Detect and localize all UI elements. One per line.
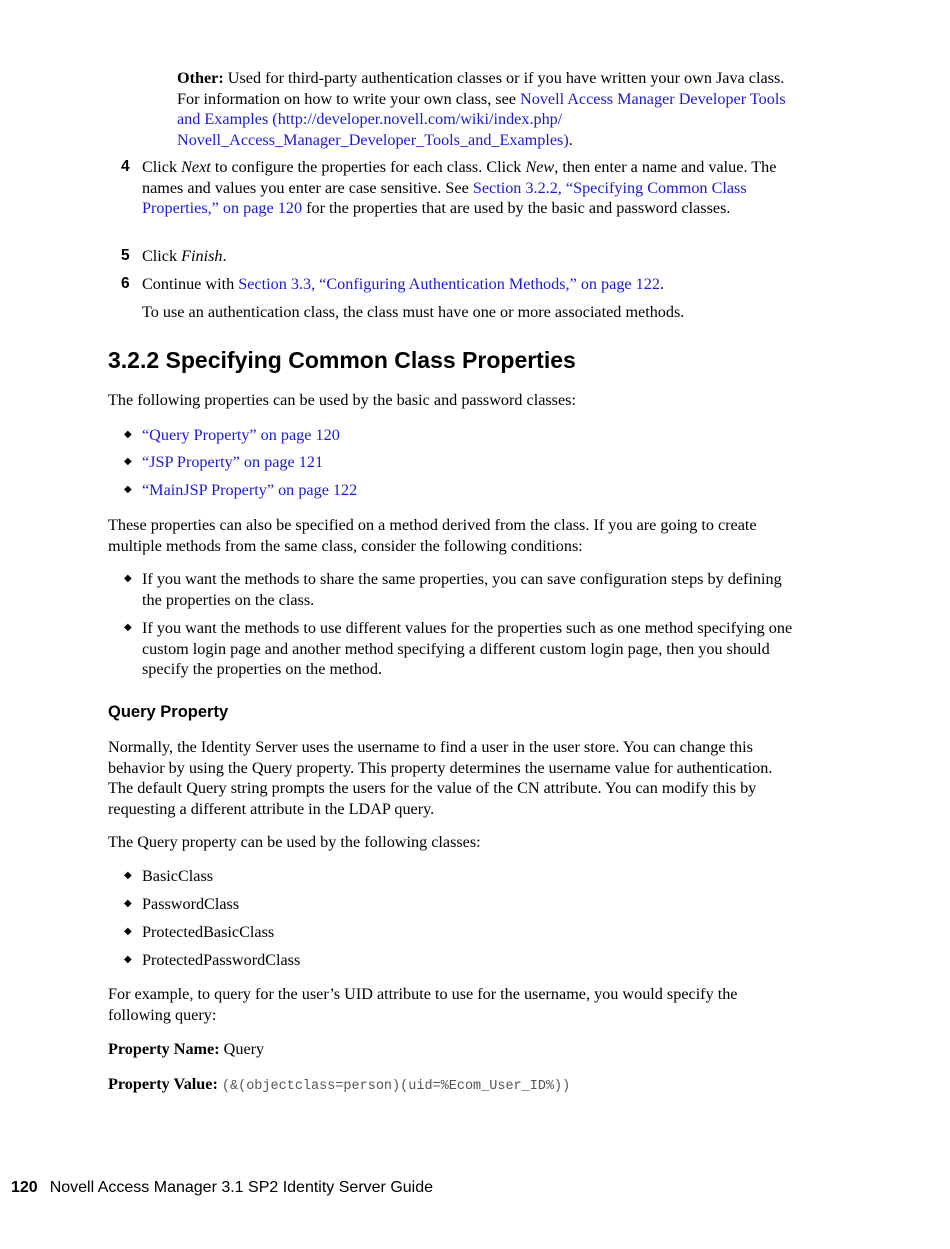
step-6-t2: . bbox=[659, 275, 664, 293]
diamond-bullet-icon: ◆ bbox=[124, 484, 132, 495]
diamond-bullet-icon: ◆ bbox=[124, 429, 132, 440]
diamond-bullet-icon: ◆ bbox=[124, 573, 132, 584]
property-value-code: (&(objectclass=person)(uid=%Ecom_User_ID%)) bbox=[221, 1079, 571, 1094]
page-number: 120 bbox=[11, 1179, 38, 1196]
step-6-number: 6 bbox=[121, 275, 130, 292]
page-footer bbox=[11, 1178, 433, 1198]
step-5-text bbox=[142, 246, 792, 267]
step-4-t1: Click bbox=[142, 158, 182, 176]
property-value-line bbox=[108, 1074, 570, 1098]
other-paragraph bbox=[177, 68, 792, 150]
step-6-t1: Continue with bbox=[142, 275, 239, 293]
step-5-t2: . bbox=[222, 247, 227, 265]
step-4-t2: to configure the properties for each class. Click bbox=[210, 158, 526, 176]
developer-tools-link[interactable]: Novell Access Manager Developer Tools and Examples (http://developer.novell.com/wiki/index.php/ Novell_Access_Manager_Developer_Tools_and_Examples) bbox=[177, 89, 786, 149]
class-item: BasicClass bbox=[142, 867, 214, 885]
finish-emphasis: Finish bbox=[181, 247, 223, 265]
property-name-label: Property Name: bbox=[108, 1040, 220, 1058]
class-item: ProtectedPasswordClass bbox=[142, 951, 301, 969]
other-text: Used for third-party authentication classes or if you have written your own Java class. For information on how to write your own class, see bbox=[177, 69, 785, 108]
condition-item: If you want the methods to share the same properties, you can save configuration steps by defining the properties on the class. bbox=[142, 570, 782, 609]
section-heading: 3.2.2 Specifying Common Class Properties bbox=[108, 347, 576, 373]
property-value-label: Property Value: bbox=[108, 1075, 218, 1093]
query-para1: Normally, the Identity Server uses the username to find a user in the user store. You can change this behavior by using the Query property. This property determines the username value for authentication. The default Query string prompts the users for the value of the CN attribute. You can modify this by requesting a different attribute in the LDAP query. bbox=[108, 738, 773, 818]
step-5-t1: Click bbox=[142, 247, 182, 265]
diamond-bullet-icon: ◆ bbox=[124, 456, 132, 467]
other-end: . bbox=[568, 130, 573, 149]
diamond-bullet-icon: ◆ bbox=[124, 898, 132, 909]
step-4-t3: , then enter a name and value. The names and values you enter are case sensitive. See bbox=[142, 158, 777, 197]
next-emphasis: Next bbox=[181, 158, 211, 176]
diamond-bullet-icon: ◆ bbox=[124, 926, 132, 937]
step-4-text bbox=[142, 157, 792, 219]
section-para2: These properties can also be specified on a method derived from the class. If you are going to create multiple methods from the same class, consider the following conditions: bbox=[108, 516, 757, 555]
query-heading: Query Property bbox=[108, 703, 229, 721]
class-item: PasswordClass bbox=[142, 895, 240, 913]
query-property-link[interactable]: “Query Property” on page 120 bbox=[142, 426, 340, 444]
class-item: ProtectedBasicClass bbox=[142, 923, 275, 941]
diamond-bullet-icon: ◆ bbox=[124, 954, 132, 965]
diamond-bullet-icon: ◆ bbox=[124, 622, 132, 633]
new-emphasis: New bbox=[525, 158, 555, 176]
step-4-t4: for the properties that are used by the basic and password classes. bbox=[302, 199, 731, 217]
step-6-note: To use an authentication class, the class must have one or more associated methods. bbox=[142, 303, 685, 321]
query-para2: The Query property can be used by the following classes: bbox=[108, 833, 481, 851]
footer-title: Novell Access Manager 3.1 SP2 Identity Server Guide bbox=[49, 1179, 434, 1196]
query-para3: For example, to query for the user’s UID attribute to use for the username, you would specify the following query: bbox=[108, 985, 738, 1024]
property-name-value: Query bbox=[219, 1040, 265, 1058]
diamond-bullet-icon: ◆ bbox=[124, 870, 132, 881]
jsp-property-link[interactable]: “JSP Property” on page 121 bbox=[142, 453, 324, 471]
section-322-link[interactable]: Section 3.2.2, “Specifying Common Class Properties,” on page 120 bbox=[142, 178, 747, 217]
section-intro: The following properties can be used by the basic and password classes: bbox=[108, 391, 576, 409]
property-name-line bbox=[108, 1039, 264, 1060]
section-33-link[interactable]: Section 3.3, “Configuring Authentication Methods,” on page 122 bbox=[238, 275, 660, 293]
condition-item: If you want the methods to use different values for the properties such as one method specifying one custom login page and another method specifying a different custom login page, then you should specify the properties on the method. bbox=[142, 619, 793, 678]
other-label: Other: bbox=[177, 69, 224, 87]
mainjsp-property-link[interactable]: “MainJSP Property” on page 122 bbox=[142, 481, 358, 499]
step-5-number: 5 bbox=[121, 247, 130, 264]
step-4-number: 4 bbox=[121, 158, 130, 175]
step-6-text bbox=[142, 274, 792, 295]
